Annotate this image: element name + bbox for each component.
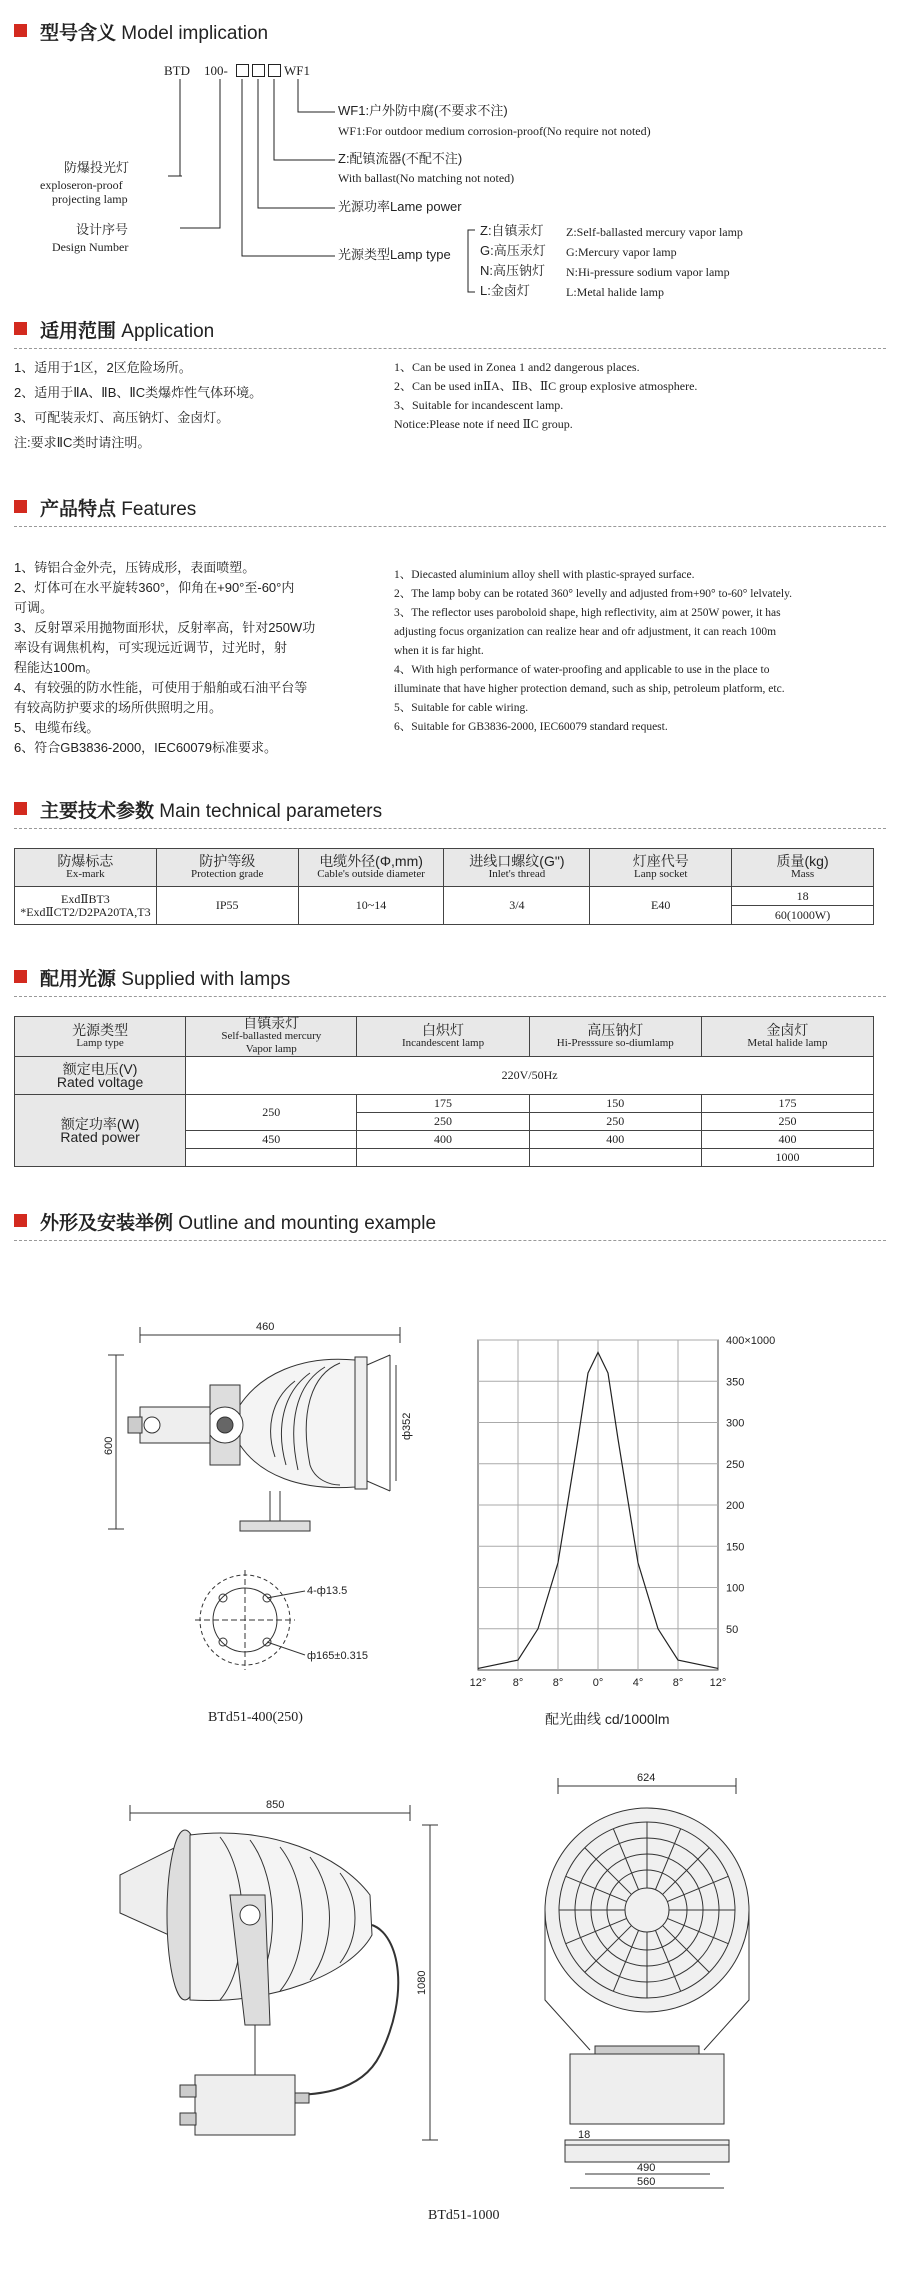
params-header-protection: 防护等级 Protection grade [156,849,298,887]
params-header-socket: 灯座代号 Lanp socket [590,849,732,887]
params-cell-mass1: 18 [732,887,874,906]
feature-cn-3c: 程能达100m。 [14,660,99,675]
feature-cn-4: 4、有较强的防水性能，可使用于船舶或石油平台等 [14,680,308,695]
lamps-header-sodium: 高压钠灯 Hi-Presssure so-diumlamp [529,1017,701,1057]
feature-cn-2b: 可调。 [14,600,54,615]
y-tick-label: 400×1000 [726,1335,776,1347]
lamp-type-n-en: N:Hi-pressure sodium vapor lamp [566,265,730,279]
feature-en-5: 5、Suitable for cable wiring. [394,702,529,714]
section-title-en: Model implication [121,23,269,44]
lamp-type-g-cn: G:高压汞灯 [480,243,546,258]
application-cn-2: 2、适用于ⅡA、ⅡB、ⅡC类爆炸性气体环境。 [14,385,263,400]
section-marker [14,802,27,815]
y-tick-label: 50 [726,1623,739,1636]
model-name-en1: exploseron-proof [40,178,123,192]
model-name-en2: projecting lamp [52,192,128,206]
drawing-btd51-1000-side [110,1795,450,2175]
section-outline-header [14,1208,886,1234]
application-en-2: 2、Can be used inⅡA、ⅡB、ⅡC group explosive atmosphere. [394,379,698,393]
section-divider [14,526,886,527]
section-title-en: Main technical parameters [159,801,383,822]
feature-cn-4b: 有较高防护要求的场所供照明之用。 [14,700,223,715]
lamps-header-metal-halide: 金卤灯 Metal halide lamp [701,1017,873,1057]
section-marker [14,1214,27,1227]
lamp-type-z-en: Z:Self-ballasted mercury vapor lamp [566,225,743,239]
feature-en-3c: when it is far hight. [394,645,484,657]
feature-en-1: 1、Diecasted aluminium alloy shell with plastic-sprayed surface. [394,569,695,581]
section-divider [14,348,886,349]
section-lamps-header [14,964,886,990]
section-marker [14,970,27,983]
lamps-header-incandescent: 白炽灯 Incandescent lamp [357,1017,529,1057]
model-code-100: 100- [204,63,228,78]
d1-caption: BTd51-400(250) [208,1710,303,1725]
application-cn-3: 3、可配装汞灯、高压钠灯、金卤灯。 [14,410,230,425]
lamps-cell: 450 [186,1131,357,1149]
d3-width-label: 624 [637,1772,656,1784]
params-cell-socket: E40 [590,887,732,925]
section-divider [14,996,886,997]
section-marker [14,322,27,335]
lamp-type-l-en: L:Metal halide lamp [566,285,664,299]
feature-cn-3: 3、反射罩采用抛物面形状，反射率高，针对250W功 [14,620,316,635]
lamps-cell [529,1149,701,1167]
feature-en-4b: illuminate that have higher protection demand, such as ship, petroleum platform, etc. [394,683,785,695]
y-tick-label: 150 [726,1541,745,1554]
lamps-cell: 1000 [701,1149,873,1167]
lamps-table [14,1016,874,1167]
y-tick-label: 200 [726,1500,745,1512]
d3-560-label: 560 [637,2176,656,2188]
x-tick-label: 8° [512,1677,524,1689]
model-code-wf1: WF1 [284,63,310,78]
model-wf1-cn: WF1:户外防中腐(不要求不注) [338,103,508,118]
params-header-mass: 质量(kg) Mass [732,849,874,887]
section-params-header [14,796,886,822]
d1-pcd-label: ф165±0.315 [307,1650,368,1662]
y-tick-label: 300 [726,1417,745,1430]
lamps-cell: 400 [357,1131,529,1149]
lamps-header-self-ballasted: 自镇汞灯 Self-ballasted mercury Vapor lamp [186,1017,357,1057]
lamps-cell: 250 [529,1113,701,1131]
params-cell-cable: 10~14 [298,887,444,925]
model-design-en: Design Number [52,240,129,254]
x-tick-label: 12° [709,1677,727,1689]
table-row [15,887,874,906]
section-divider [14,828,886,829]
lamps-cell: 250 [186,1095,357,1131]
application-cn-4: 注:要求ⅡC类时请注明。 [14,435,151,450]
lamp-type-g-en: G:Mercury vapor lamp [566,245,677,259]
d1-height-label: 600 [103,1436,115,1455]
application-en-1: 1、Can be used in Zonea 1 and2 dangerous places. [394,360,640,374]
params-header-exmark: 防爆标志 Ex-mark [15,849,157,887]
d3-18-label: 18 [578,2129,591,2141]
section-marker [14,500,27,513]
d2-caption: BTd51-1000 [428,2208,500,2223]
x-tick-label: 4° [632,1677,644,1689]
drawing-btd51-1000-front [530,1770,780,2200]
lamp-type-z-cn: Z:自镇汞灯 [480,223,544,238]
model-power: 光源功率Lame power [338,199,462,214]
lamps-power-label: 额定功率(W) Rated power [15,1095,186,1167]
d1-holes-label: 4-ф13.5 [307,1585,348,1597]
model-z-cn: Z:配镇流器(不配不注) [338,151,463,166]
lamps-cell [186,1149,357,1167]
d1-width-label: 460 [256,1321,275,1333]
d3-490-label: 490 [637,2162,656,2174]
params-table [14,848,874,925]
section-title-cn: 产品特点 [40,499,117,520]
d2-height-label: 1080 [416,1970,428,1995]
feature-en-3b: adjusting focus organization can realize hear and ofr adjustment, it can reach 100m [394,626,777,638]
params-cell-mass2: 60(1000W) [732,906,874,925]
section-title-en: Outline and mounting example [178,1213,437,1234]
section-title-cn: 型号含义 [40,23,117,44]
params-cell-thread: 3/4 [444,887,590,925]
model-code-btd: BTD [164,63,190,78]
curve-caption: 配光曲线 cd/1000lm [545,1711,670,1727]
feature-en-3: 3、The reflector uses paroboloid shape, high reflectivity, aim at 250W power, it has [394,607,781,619]
lamps-voltage-label: 额定电压(V) Rated voltage [15,1057,186,1095]
application-en-4: Notice:Please note if need ⅡC group. [394,417,573,431]
lamp-type-l-cn: L:金卤灯 [480,283,530,298]
section-application-header [14,316,886,342]
light-distribution-chart [468,1320,788,1705]
application-en-3: 3、Suitable for incandescent lamp. [394,398,564,412]
application-cn-1: 1、适用于1区，2区危险场所。 [14,360,192,375]
section-title-cn: 主要技术参数 [40,801,155,822]
y-tick-label: 250 [726,1458,745,1471]
table-row [15,1095,874,1113]
feature-cn-5: 5、电缆布线。 [14,720,100,735]
feature-en-6: 6、Suitable for GB3836-2000, IEC60079 standard request. [394,721,668,733]
lamps-cell: 400 [701,1131,873,1149]
lamps-header-type: 光源类型 Lamp type [15,1017,186,1057]
feature-en-4: 4、With high performance of water-proofing and applicable to use in the place to [394,664,770,676]
params-cell-protection: IP55 [156,887,298,925]
feature-cn-1: 1、铸铝合金外壳，压铸成形，表面喷塑。 [14,560,256,575]
y-tick-label: 100 [726,1582,745,1595]
model-name-cn: 防爆投光灯 [64,160,130,175]
lamps-cell: 175 [357,1095,529,1113]
lamps-cell: 400 [529,1131,701,1149]
x-tick-label: 8° [552,1677,564,1689]
feature-cn-2: 2、灯体可在水平旋转360°，仰角在+90°至-60°内 [14,580,295,595]
section-features-header [14,494,886,520]
x-tick-label: 8° [672,1677,684,1689]
d1-dia-label: ф352 [401,1412,413,1440]
section-title-cn: 配用光源 [40,969,117,990]
section-title-en: Application [121,321,215,342]
params-cell-exmark: ExdⅡBT3 *ExdⅡCT2/D2PA20TA,T3 [15,887,157,925]
model-type: 光源类型Lamp type [338,247,451,262]
y-tick-label: 350 [726,1376,745,1389]
section-divider [14,1240,886,1241]
params-header-thread: 进线口螺纹(G") Inlet's thread [444,849,590,887]
lamp-type-n-cn: N:高压钠灯 [480,263,546,278]
lamps-cell [357,1149,529,1167]
model-wf1-en: WF1:For outdoor medium corrosion-proof(No require not noted) [338,124,651,138]
model-z-en: With ballast(No matching not noted) [338,171,515,185]
lamps-cell: 250 [701,1113,873,1131]
section-title-cn: 外形及安装举例 [40,1213,174,1234]
params-header-row [15,849,874,887]
lamps-voltage-value: 220V/50Hz [186,1057,874,1095]
section-title-cn: 适用范围 [40,321,117,342]
section-title-en: Supplied with lamps [121,969,291,990]
lamps-cell: 150 [529,1095,701,1113]
drawing-btd51-400-side [100,1315,430,1695]
model-design-cn: 设计序号 [76,222,129,237]
params-header-cable: 电缆外径(Φ,mm) Cable's outside diameter [298,849,444,887]
lamps-cell: 250 [357,1113,529,1131]
lamps-cell: 175 [701,1095,873,1113]
table-row [15,1057,874,1095]
feature-cn-3b: 率设有调焦机构，可实现远近调节，过光时，射 [14,640,288,655]
x-tick-label: 0° [592,1677,604,1689]
section-title-en: Features [121,499,197,520]
x-tick-label: 12° [469,1677,487,1689]
feature-cn-6: 6、符合GB3836-2000，IEC60079标准要求。 [14,740,278,755]
lamps-header-row [15,1017,874,1057]
d2-width-label: 850 [266,1799,285,1811]
feature-en-2: 2、The lamp boby can be rotated 360° levelly and adjusted from+90° to-60° lelvately. [394,588,792,600]
